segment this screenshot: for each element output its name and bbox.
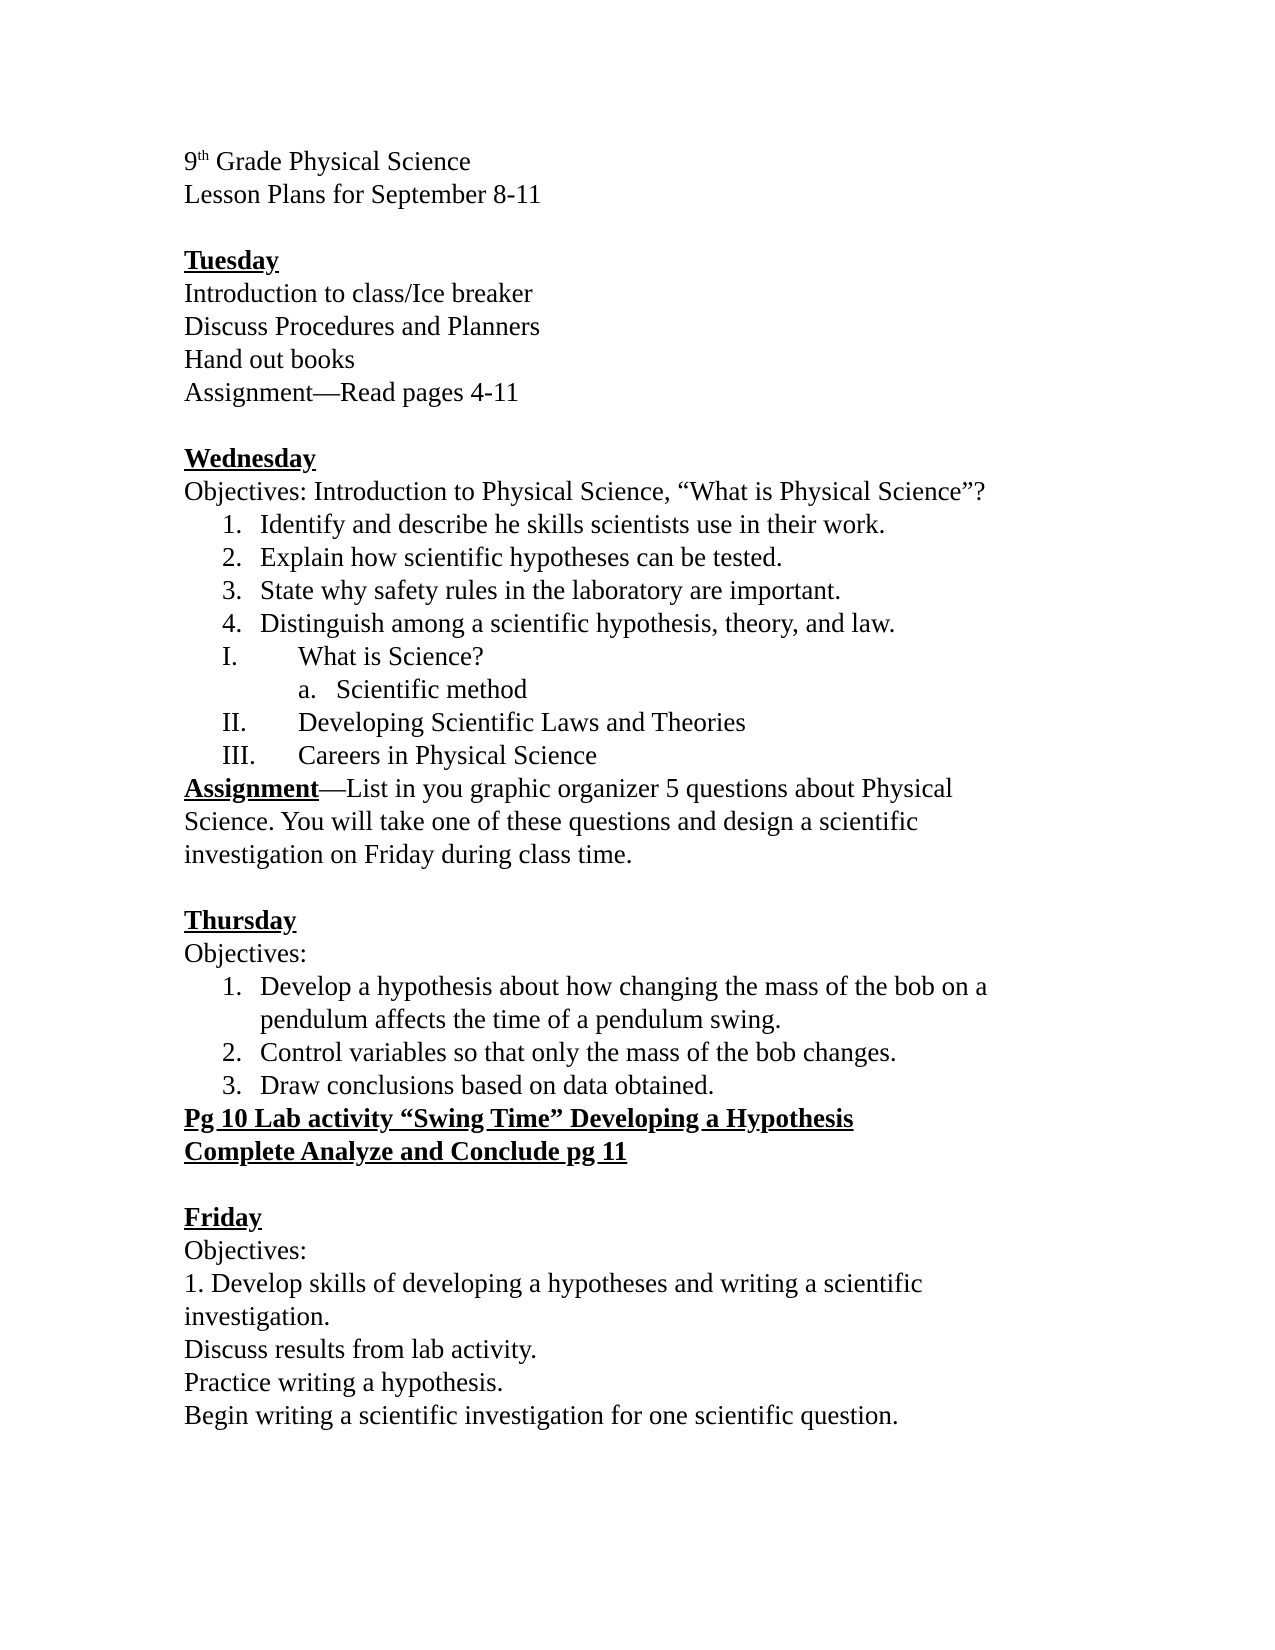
thursday-heading: Thursday (184, 905, 297, 935)
grade-superscript: th (197, 148, 210, 164)
tuesday-line: Introduction to class/Ice breaker (184, 278, 533, 308)
outline-item-roman: II. Developing Scientific Laws and Theories (222, 707, 746, 737)
wednesday-assignment-line: investigation on Friday during class time. (184, 839, 633, 869)
document-title: 9th Grade Physical Science (184, 146, 471, 176)
assignment-label: Assignment (184, 773, 320, 803)
wednesday-objective-item: 2. Explain how scientific hypotheses can be tested. (222, 542, 783, 572)
wednesday-assignment: Assignment—List in you graphic organizer 5 questions about Physical (184, 773, 953, 803)
thursday-lab-conclude: Complete Analyze and Conclude pg 11 (184, 1136, 628, 1166)
thursday-objective-item: 3. Draw conclusions based on data obtained. (222, 1070, 715, 1100)
thursday-lab-activity: Pg 10 Lab activity “Swing Time” Developing a Hypothesis (184, 1103, 854, 1133)
wednesday-objective-item: 4. Distinguish among a scientific hypothesis, theory, and law. (222, 608, 896, 638)
tuesday-heading: Tuesday (184, 245, 280, 275)
wednesday-objective-item: 1. Identify and describe he skills scientists use in their work. (222, 509, 886, 539)
friday-line: Begin writing a scientific investigation for one scientific question. (184, 1400, 899, 1430)
tuesday-line: Discuss Procedures and Planners (184, 311, 541, 341)
lesson-plan-document (184, 145, 1084, 1432)
wednesday-objectives: Objectives: Introduction to Physical Science, “What is Physical Science”? (184, 476, 986, 506)
wednesday-heading: Wednesday (184, 443, 317, 473)
friday-line: Discuss results from lab activity. (184, 1334, 537, 1364)
friday-objectives: Objectives: (184, 1235, 307, 1265)
thursday-objective-item: 1. Develop a hypothesis about how changing the mass of the bob on a (222, 971, 988, 1001)
thursday-objective-item: 2. Control variables so that only the mass of the bob changes. (222, 1037, 897, 1067)
document-subtitle: Lesson Plans for September 8-11 (184, 179, 542, 209)
tuesday-line: Assignment—Read pages 4-11 (184, 377, 519, 407)
friday-heading: Friday (184, 1202, 262, 1232)
friday-line: investigation. (184, 1301, 331, 1331)
friday-line: 1. Develop skills of developing a hypotheses and writing a scientific (184, 1268, 923, 1298)
outline-item-roman: III. Careers in Physical Science (222, 740, 598, 770)
friday-line: Practice writing a hypothesis. (184, 1367, 504, 1397)
tuesday-line: Hand out books (184, 344, 355, 374)
wednesday-assignment-line: Science. You will take one of these questions and design a scientific (184, 806, 919, 836)
outline-item-alpha: a. Scientific method (298, 674, 528, 704)
wednesday-objective-item: 3. State why safety rules in the laboratory are important. (222, 575, 842, 605)
outline-item-roman: I. What is Science? (222, 641, 484, 671)
thursday-objectives: Objectives: (184, 938, 307, 968)
thursday-objective-continuation: pendulum affects the time of a pendulum swing. (260, 1004, 782, 1034)
